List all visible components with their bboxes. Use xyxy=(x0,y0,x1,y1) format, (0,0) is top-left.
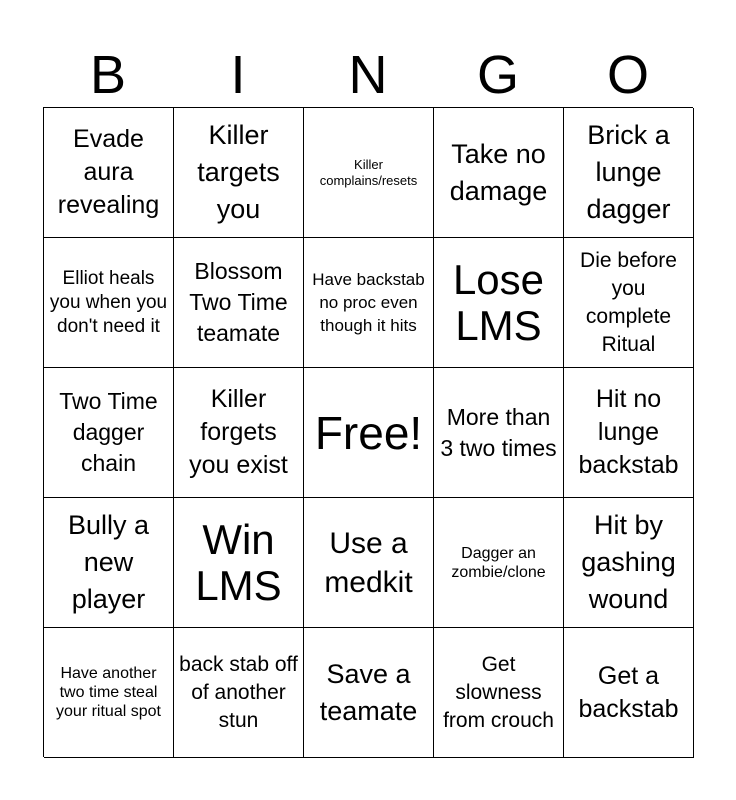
header-letter-n: N xyxy=(348,45,388,105)
cell-text: Take no damage xyxy=(449,138,548,206)
bingo-board xyxy=(43,107,693,757)
bingo-cell[interactable] xyxy=(564,108,694,238)
bingo-cell[interactable] xyxy=(304,498,434,628)
bingo-cell[interactable] xyxy=(44,498,174,628)
bingo-cell[interactable] xyxy=(434,368,564,498)
cell-text: Have backstab no proc even though it hits xyxy=(312,270,425,335)
bingo-cell[interactable] xyxy=(304,238,434,368)
bingo-cell[interactable] xyxy=(434,628,564,758)
bingo-cell[interactable] xyxy=(434,238,564,368)
bingo-cell[interactable] xyxy=(44,238,174,368)
bingo-cell[interactable] xyxy=(174,238,304,368)
cell-text: Killer forgets you exist xyxy=(189,385,288,479)
cell-text: Hit by gashing wound xyxy=(581,510,676,614)
free-space[interactable] xyxy=(304,368,434,498)
cell-text: Dagger an zombie/clone xyxy=(451,544,546,581)
cell-text: Die before you complete Ritual xyxy=(580,248,677,356)
cell-text: Killer complains/resets xyxy=(319,156,418,188)
bingo-cell[interactable] xyxy=(434,108,564,238)
bingo-cell[interactable] xyxy=(304,628,434,758)
bingo-cell[interactable] xyxy=(174,108,304,238)
bingo-cell[interactable] xyxy=(564,628,694,758)
bingo-cell[interactable] xyxy=(44,108,174,238)
cell-text: Get slowness from crouch xyxy=(443,652,554,732)
cell-text: Bully a new player xyxy=(67,510,150,614)
cell-text: Have another two time steal your ritual spot xyxy=(56,665,161,720)
cell-text: Hit no lunge backstab xyxy=(578,385,679,479)
bingo-cell[interactable] xyxy=(174,498,304,628)
header-letter-i: I xyxy=(230,45,246,105)
cell-text: Use a medkit xyxy=(324,526,413,599)
bingo-cell[interactable] xyxy=(174,368,304,498)
bingo-cell[interactable] xyxy=(564,498,694,628)
cell-text: back stab off of another stun xyxy=(179,652,298,732)
cell-text: Get a backstab xyxy=(578,661,679,723)
cell-text: Free! xyxy=(314,406,423,459)
bingo-cell[interactable] xyxy=(304,108,434,238)
bingo-cell[interactable] xyxy=(44,368,174,498)
bingo-cell[interactable] xyxy=(564,368,694,498)
cell-text: Evade aura revealing xyxy=(57,125,160,219)
cell-text: More than 3 two times xyxy=(440,403,557,461)
header-letter-b: B xyxy=(89,45,127,105)
header-letter-g: G xyxy=(476,45,519,105)
cell-text: Killer targets you xyxy=(197,120,280,224)
bingo-header xyxy=(43,42,693,108)
bingo-cell[interactable] xyxy=(174,628,304,758)
header-letter-o: O xyxy=(606,45,649,105)
bingo-cell[interactable] xyxy=(564,238,694,368)
bingo-cell[interactable] xyxy=(44,628,174,758)
cell-text: Brick a lunge dagger xyxy=(586,120,671,224)
cell-text: Elliot heals you when you don't need it xyxy=(49,267,168,337)
cell-text: Win LMS xyxy=(195,515,282,609)
cell-text: Blossom Two Time teamate xyxy=(189,258,288,346)
cell-text: Save a teamate xyxy=(319,658,418,726)
cell-text: Lose LMS xyxy=(452,255,545,349)
cell-text: Two Time dagger chain xyxy=(59,388,158,476)
bingo-cell[interactable] xyxy=(434,498,564,628)
